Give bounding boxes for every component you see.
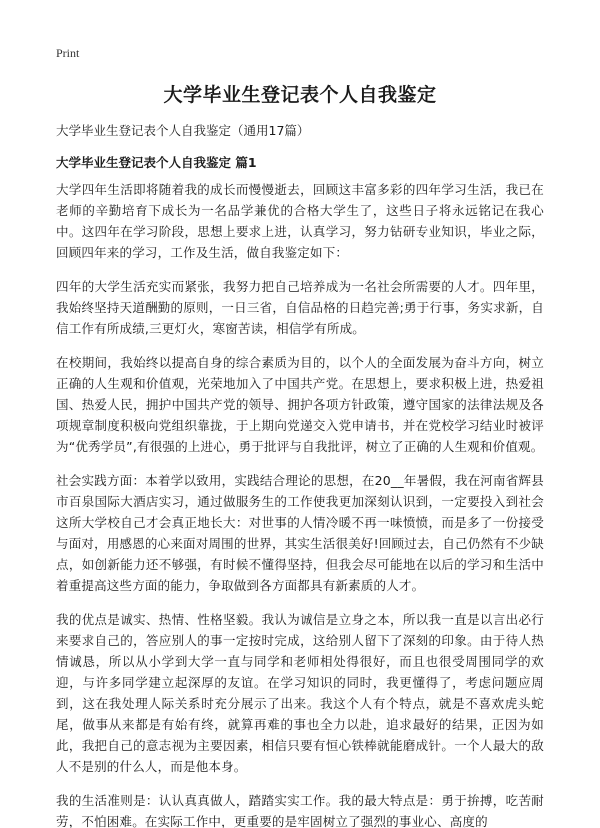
- document-subtitle: 大学毕业生登记表个人自我鉴定（通用17篇）: [56, 123, 310, 138]
- document-body: [56, 179, 544, 828]
- section-heading: 大学毕业生登记表个人自我鉴定 篇1: [56, 155, 257, 170]
- paragraph: 社会实践方面：本着学以致用，实践结合理论的思想，在20__年暑假，我在河南省辉县市百泉国际大酒店实习，通过做服务生的工作使我更加深刻认识到，一定要投入到社会这所大学校自己才会真正地长大：对世事的人情冷暖不再一味愤愤，而是多了一份接受与面对，用感恩的心来面对周围的世界，其实生活很美好!回顾过去，自己仍然有不少缺点，如创新能力还不够强，有时候不懂得坚持，但我会尽可能地在以后的学习和生活中着重提高这些方面的能力，争取做到各方面都具有新素质的人才。: [56, 473, 544, 593]
- paragraph: 我的生活准则是：认认真真做人，踏踏实实工作。我的最大特点是：勇于拚搏，吃苦耐劳，不怕困难。在实际工作中，更重要的是牢固树立了强烈的事业心、高度的: [56, 793, 544, 828]
- print-label: Print: [56, 46, 80, 60]
- paragraph: 四年的大学生活充实而紧张，我努力把自己培养成为一名社会所需要的人才。四年里，我始终坚持天道酬勤的原则，一日三省，自信品格的日趋完善;勇于行事，务实求新，自信工作有所成绩,三更灯火，寒窗苦读，相信学有所成。: [56, 279, 544, 336]
- document-title: 大学毕业生登记表个人自我鉴定: [163, 84, 437, 106]
- paragraph: 在校期间，我始终以提高自身的综合素质为目的，以个人的全面发展为奋斗方向，树立正确的人生观和价值观，光荣地加入了中国共产党。在思想上，要求积极上进，热爱祖国、热爱人民，拥护中国共产党的领导、拥护各项方针政策，遵守国家的法律法规及各项规章制度积极向党组织靠拢，于上期向党递交入党申请书，并在党校学习结业时被评为“优秀学员”,有很强的上进心，勇于批评与自我批评，树立了正确的人生观和价值观。: [56, 355, 544, 454]
- paragraph: 我的优点是诚实、热情、性格坚毅。我认为诚信是立身之本，所以我一直是以言出必行来要求自己的，答应别人的事一定按时完成，这给别人留下了深刻的印象。由于待人热情诚恳，所以从小学到大学一直与同学和老师相处得很好，而且也很受周围同学的欢迎，与许多同学建立起深厚的友谊。在学习知识的同时，我更懂得了，考虑问题应周到，这在我处理人际关系时充分展示了出来。我这个人有个特点，就是不喜欢虎头蛇尾，做事从来都是有始有终，就算再难的事也全力以赴，追求最好的结果，正因为如此，我把自己的意志视为主要因素，相信只要有恒心铁棒就能磨成针。一个人最大的敌人不是别的什么人，而是他本身。: [56, 612, 544, 774]
- paragraph: 大学四年生活即将随着我的成长而慢慢逝去，回顾这丰富多彩的四年学习生活，我已在老师的辛勤培育下成长为一名品学兼优的合格大学生了，这些日子将永远铭记在我心中。这四年在学习阶段，思想上要求上进，认真学习，努力钻研专业知识，毕业之际，回顾四年来的学习，工作及生活，做自我鉴定如下：: [56, 182, 544, 260]
